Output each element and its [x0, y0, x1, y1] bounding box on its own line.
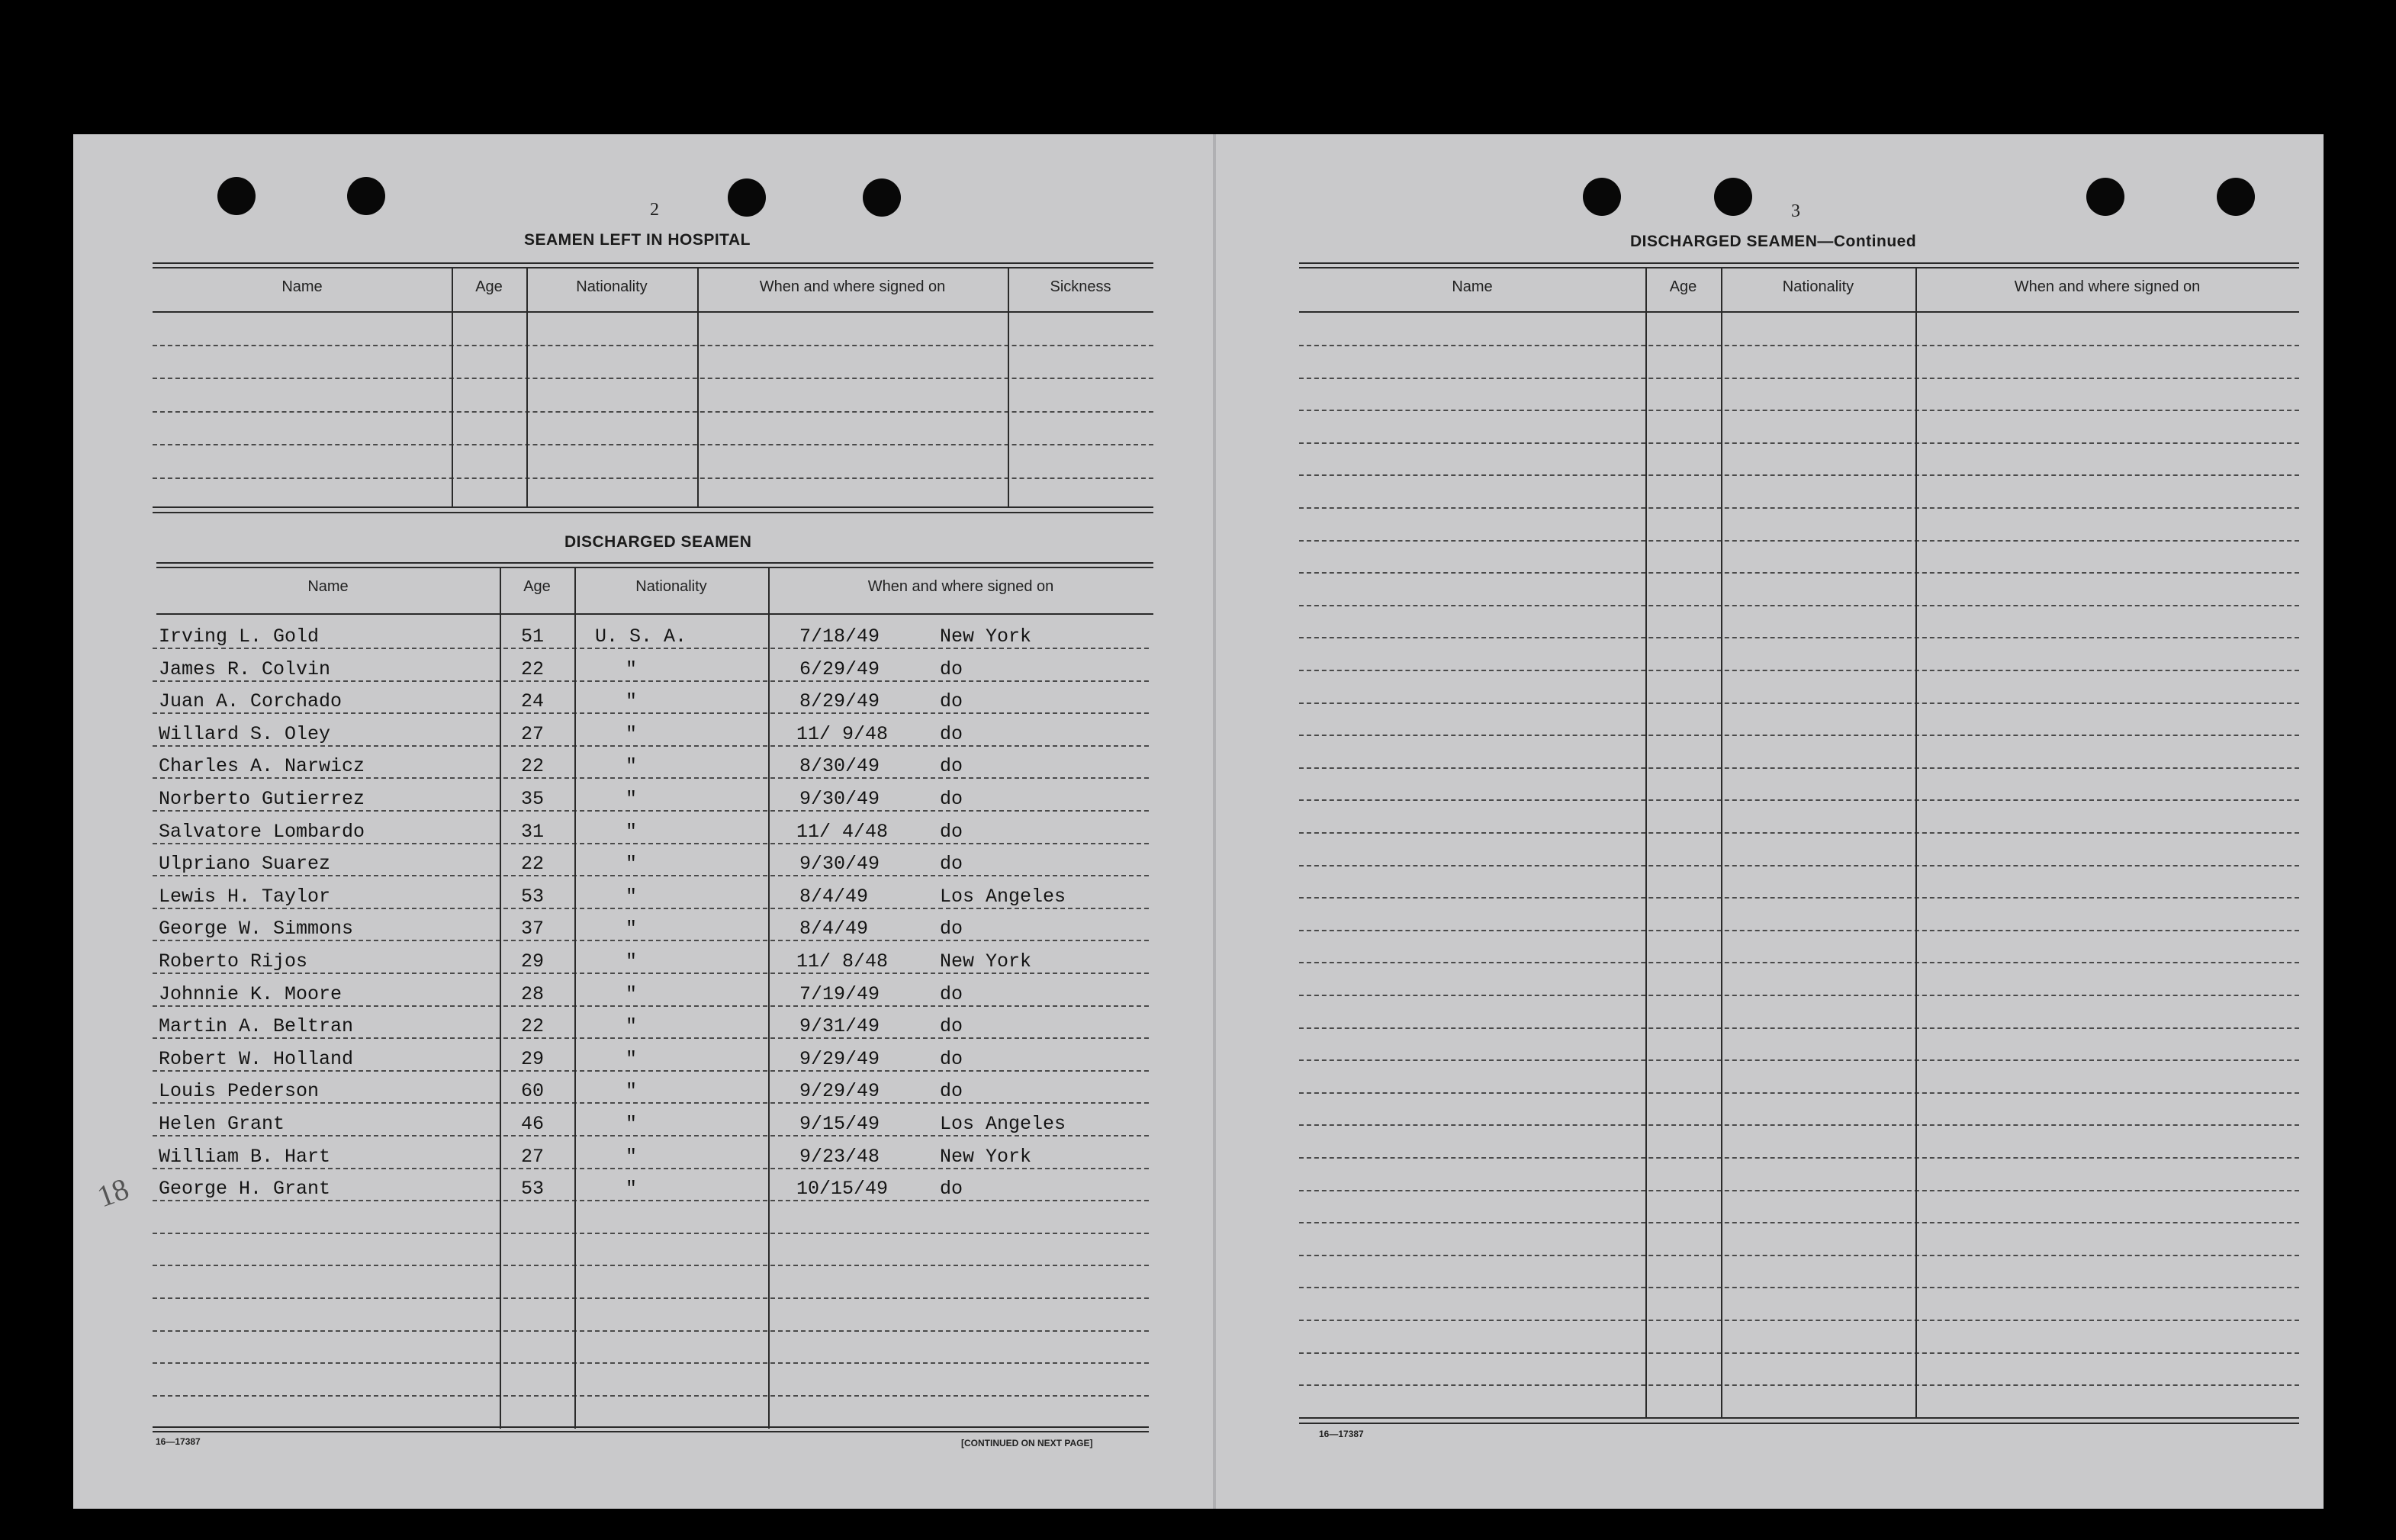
ruled-line [1299, 832, 2299, 834]
signed-on-date: 9/15/49 [799, 1113, 880, 1135]
ruled-line [153, 1233, 1149, 1234]
ruled-line [1299, 670, 2299, 671]
ruled-line [1299, 474, 2299, 476]
signed-on-date: 11/ 4/48 [796, 820, 889, 843]
left-page-number: 2 [650, 200, 659, 220]
hospital-col-nationality: Nationality [576, 278, 648, 295]
seaman-nationality: U. S. A. [595, 625, 687, 648]
hospital-col-signed-on: When and where signed on [759, 278, 946, 295]
ruled-line [153, 843, 1149, 844]
seaman-age: 22 [521, 657, 545, 680]
ruled-line [1299, 1059, 2299, 1061]
seaman-age: 27 [521, 722, 545, 745]
ruled-line [153, 1395, 1149, 1397]
signed-on-date: 8/29/49 [799, 690, 880, 713]
signed-on-date: 11/ 9/48 [796, 722, 889, 745]
signed-on-place: New York [940, 1145, 1032, 1168]
ruled-line [153, 712, 1149, 714]
ruled-line [153, 1200, 1149, 1201]
seaman-name: Juan A. Corchado [159, 690, 343, 713]
discharged-col-signed-on: When and where signed on [867, 578, 1054, 595]
seaman-nationality: " [626, 722, 638, 745]
ruled-line [153, 1037, 1149, 1039]
signed-on-place: New York [940, 950, 1032, 973]
signed-on-place: do [940, 1047, 963, 1070]
seaman-age: 22 [521, 853, 545, 876]
binder-hole [217, 177, 256, 215]
seaman-nationality: " [626, 982, 638, 1005]
signed-on-date: 9/23/48 [799, 1145, 880, 1168]
ruled-line [1299, 897, 2299, 899]
signed-on-date: 7/19/49 [799, 982, 880, 1005]
binder-hole [1583, 178, 1621, 216]
signed-on-place: Los Angeles [940, 1113, 1066, 1135]
ruled-line [153, 648, 1149, 649]
seaman-nationality: " [626, 657, 638, 680]
seaman-name: George W. Simmons [159, 918, 354, 940]
seaman-age: 24 [521, 690, 545, 713]
ruled-line [153, 745, 1149, 747]
signed-on-place: do [940, 853, 963, 876]
seaman-nationality: " [626, 885, 638, 908]
ruled-line [153, 1330, 1149, 1332]
seaman-name: Johnnie K. Moore [159, 982, 343, 1005]
signed-on-date: 7/18/49 [799, 625, 880, 648]
continued-note: [CONTINUED ON NEXT PAGE] [961, 1438, 1093, 1448]
ruled-line [1299, 572, 2299, 574]
ruled-line [153, 1102, 1149, 1104]
signed-on-date: 9/31/49 [799, 1015, 880, 1038]
seaman-nationality: " [626, 918, 638, 940]
ruled-line [153, 1168, 1149, 1169]
signed-on-date: 8/4/49 [799, 918, 869, 940]
signed-on-place: do [940, 1015, 963, 1038]
ruled-line [153, 908, 1149, 909]
seaman-nationality: " [626, 1080, 638, 1103]
signed-on-place: do [940, 788, 963, 810]
seaman-name: Robert W. Holland [159, 1047, 354, 1070]
page-fold [1213, 134, 1216, 1509]
seaman-name: Charles A. Narwicz [159, 755, 365, 778]
seaman-nationality: " [626, 788, 638, 810]
seaman-age: 22 [521, 755, 545, 778]
right-col-signed-on: When and where signed on [2014, 278, 2201, 295]
ruled-line [153, 1362, 1149, 1364]
seaman-name: Irving L. Gold [159, 625, 320, 648]
seaman-name: Willard S. Oley [159, 722, 331, 745]
seaman-age: 31 [521, 820, 545, 843]
ruled-line [1299, 1384, 2299, 1386]
signed-on-place: do [940, 820, 963, 843]
right-col-nationality: Nationality [1782, 278, 1854, 295]
seaman-nationality: " [626, 950, 638, 973]
seaman-name: Louis Pederson [159, 1080, 320, 1103]
document-sheet [73, 134, 2324, 1509]
ruled-line [1299, 702, 2299, 704]
seaman-name: James R. Colvin [159, 657, 331, 680]
signed-on-place: New York [940, 625, 1032, 648]
binder-hole [863, 178, 901, 217]
seaman-nationality: " [626, 1047, 638, 1070]
discharged-section-title: DISCHARGED SEAMEN [564, 533, 752, 551]
right-form-number: 16—17387 [1319, 1429, 1364, 1439]
seaman-nationality: " [626, 1145, 638, 1168]
seaman-age: 51 [521, 625, 545, 648]
ruled-line [153, 875, 1149, 876]
signed-on-place: do [940, 918, 963, 940]
ruled-line [1299, 1190, 2299, 1191]
ruled-line [1299, 1124, 2299, 1126]
seaman-nationality: " [626, 820, 638, 843]
hospital-section-title: SEAMEN LEFT IN HOSPITAL [524, 231, 751, 249]
discharged-col-age: Age [523, 578, 551, 595]
signed-on-place: do [940, 982, 963, 1005]
ruled-line [153, 1265, 1149, 1266]
ruled-line [153, 1005, 1149, 1007]
ruled-line [153, 1297, 1149, 1299]
signed-on-date: 9/29/49 [799, 1080, 880, 1103]
seaman-name: Roberto Rijos [159, 950, 308, 973]
seaman-age: 28 [521, 982, 545, 1005]
right-page-number: 3 [1791, 201, 1800, 221]
left-form-number: 16—17387 [156, 1436, 201, 1447]
signed-on-place: do [940, 690, 963, 713]
ruled-line [153, 973, 1149, 974]
seaman-age: 60 [521, 1080, 545, 1103]
seaman-nationality: " [626, 1015, 638, 1038]
seaman-age: 27 [521, 1145, 545, 1168]
binder-hole [1714, 178, 1752, 216]
hospital-col-sickness: Sickness [1050, 278, 1111, 295]
ruled-line [1299, 865, 2299, 866]
ruled-line [153, 810, 1149, 812]
ruled-line [1299, 1320, 2299, 1321]
signed-on-place: do [940, 1178, 963, 1201]
seaman-age: 29 [521, 1047, 545, 1070]
ruled-line [1299, 1027, 2299, 1029]
ruled-line [1299, 1092, 2299, 1094]
ruled-line [1299, 962, 2299, 963]
binder-hole [728, 178, 766, 217]
ruled-line [1299, 930, 2299, 931]
ruled-line [1299, 799, 2299, 801]
seaman-age: 53 [521, 1178, 545, 1201]
seaman-age: 35 [521, 788, 545, 810]
seaman-name: Ulpriano Suarez [159, 853, 331, 876]
ruled-line [1299, 378, 2299, 379]
right-col-name: Name [1452, 278, 1493, 295]
ruled-line [1299, 767, 2299, 769]
ruled-line [153, 680, 1149, 682]
ruled-line [1299, 995, 2299, 996]
ruled-line [153, 1070, 1149, 1072]
signed-on-date: 6/29/49 [799, 657, 880, 680]
seaman-name: William B. Hart [159, 1145, 331, 1168]
seaman-name: Martin A. Beltran [159, 1015, 354, 1038]
ruled-line [1299, 345, 2299, 346]
ruled-line [1299, 540, 2299, 542]
ruled-line [1299, 1255, 2299, 1256]
ruled-line [1299, 735, 2299, 736]
discharged-col-nationality: Nationality [635, 578, 707, 595]
seaman-age: 22 [521, 1015, 545, 1038]
ruled-line [153, 777, 1149, 779]
ruled-line [1299, 1352, 2299, 1354]
seaman-age: 37 [521, 918, 545, 940]
seaman-age: 53 [521, 885, 545, 908]
ruled-line [1299, 605, 2299, 606]
right-section-title: DISCHARGED SEAMEN—Continued [1630, 233, 1917, 250]
seaman-nationality: " [626, 1113, 638, 1135]
signed-on-place: Los Angeles [940, 885, 1066, 908]
seaman-name: Norberto Gutierrez [159, 788, 365, 810]
seaman-name: Salvatore Lombardo [159, 820, 365, 843]
ruled-line [1299, 507, 2299, 509]
signed-on-date: 9/30/49 [799, 788, 880, 810]
seaman-nationality: " [626, 853, 638, 876]
signed-on-place: do [940, 722, 963, 745]
signed-on-place: do [940, 657, 963, 680]
binder-hole [2086, 178, 2124, 216]
margin-note: 18 [92, 1171, 133, 1214]
signed-on-date: 8/30/49 [799, 755, 880, 778]
seaman-name: George H. Grant [159, 1178, 331, 1201]
seaman-age: 46 [521, 1113, 545, 1135]
binder-hole [2217, 178, 2255, 216]
seaman-nationality: " [626, 690, 638, 713]
ruled-line [1299, 637, 2299, 638]
seaman-name: Helen Grant [159, 1113, 285, 1135]
seaman-age: 29 [521, 950, 545, 973]
seaman-name: Lewis H. Taylor [159, 885, 331, 908]
signed-on-date: 8/4/49 [799, 885, 869, 908]
ruled-line [153, 940, 1149, 941]
hospital-col-name: Name [281, 278, 323, 295]
signed-on-place: do [940, 1080, 963, 1103]
seaman-nationality: " [626, 1178, 638, 1201]
seaman-nationality: " [626, 755, 638, 778]
ruled-line [1299, 1222, 2299, 1223]
binder-hole [347, 177, 385, 215]
hospital-col-age: Age [475, 278, 503, 295]
signed-on-place: do [940, 755, 963, 778]
discharged-col-name: Name [307, 578, 349, 595]
signed-on-date: 9/29/49 [799, 1047, 880, 1070]
signed-on-date: 9/30/49 [799, 853, 880, 876]
signed-on-date: 11/ 8/48 [796, 950, 889, 973]
ruled-line [1299, 1287, 2299, 1288]
ruled-line [153, 1135, 1149, 1137]
right-col-age: Age [1669, 278, 1697, 295]
ruled-line [1299, 410, 2299, 411]
ruled-line [1299, 1157, 2299, 1159]
signed-on-date: 10/15/49 [796, 1178, 889, 1201]
ruled-line [1299, 442, 2299, 444]
